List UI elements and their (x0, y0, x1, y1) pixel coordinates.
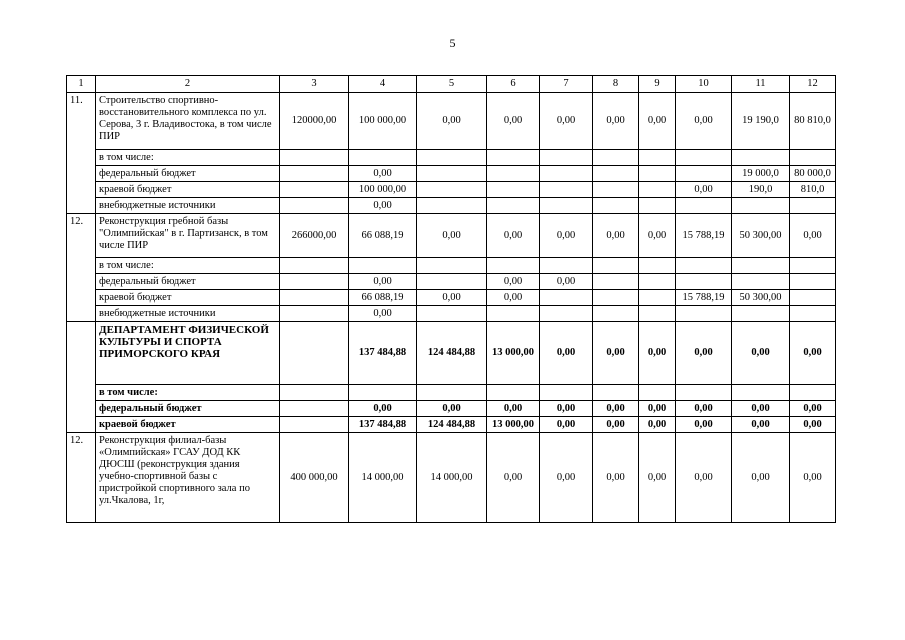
cell-c3 (280, 150, 349, 166)
cell-c10: 0,00 (676, 433, 732, 523)
cell-c10 (676, 258, 732, 274)
cell-c9 (639, 306, 676, 322)
cell-c6: 13 000,00 (487, 417, 540, 433)
table-row (67, 198, 836, 214)
cell-c11: 0,00 (732, 417, 790, 433)
cell-c3 (280, 258, 349, 274)
header-row (67, 76, 836, 93)
header-cell: 8 (593, 76, 639, 93)
cell-c11: 0,00 (732, 401, 790, 417)
cell-c6 (487, 385, 540, 401)
cell-c12: 0,00 (790, 401, 836, 417)
cell-c6 (487, 166, 540, 182)
cell-c4: 100 000,00 (349, 182, 417, 198)
cell-c7 (540, 150, 593, 166)
row-number: 11. (67, 93, 96, 214)
cell-c7: 0,00 (540, 214, 593, 258)
cell-c8: 0,00 (593, 93, 639, 150)
cell-c3 (280, 290, 349, 306)
cell-c4: 137 484,88 (349, 417, 417, 433)
cell-c9 (639, 258, 676, 274)
cell-c6 (487, 150, 540, 166)
cell-c11 (732, 385, 790, 401)
cell-c3 (280, 166, 349, 182)
cell-c3: 266000,00 (280, 214, 349, 258)
cell-c7 (540, 198, 593, 214)
cell-c5: 0,00 (417, 401, 487, 417)
cell-c5 (417, 166, 487, 182)
cell-c6 (487, 258, 540, 274)
cell-c5 (417, 182, 487, 198)
cell-c10: 15 788,19 (676, 290, 732, 306)
cell-c9: 0,00 (639, 433, 676, 523)
project-name: Реконструкция филиал-базы «Олимпийская» ГСАУ ДОД КК ДЮСШ (реконструкция здания учебно-спортивной базы с пристройкой спортивного зала по ул.Чкалова, 1г, (96, 433, 280, 523)
cell-c8 (593, 166, 639, 182)
cell-c12 (790, 258, 836, 274)
cell-c9 (639, 198, 676, 214)
cell-c3 (280, 198, 349, 214)
budget-table (66, 75, 836, 523)
cell-c9 (639, 385, 676, 401)
cell-c5 (417, 258, 487, 274)
cell-c12: 0,00 (790, 433, 836, 523)
cell-c4: 0,00 (349, 401, 417, 417)
cell-c7: 0,00 (540, 433, 593, 523)
table-row (67, 290, 836, 306)
cell-c9 (639, 166, 676, 182)
header-cell: 5 (417, 76, 487, 93)
cell-c7 (540, 306, 593, 322)
cell-c8 (593, 290, 639, 306)
table-row (67, 401, 836, 417)
cell-c3: 400 000,00 (280, 433, 349, 523)
cell-c7: 0,00 (540, 93, 593, 150)
cell-c4: 0,00 (349, 166, 417, 182)
cell-c11: 19 000,0 (732, 166, 790, 182)
header-cell: 2 (96, 76, 280, 93)
cell-c5 (417, 306, 487, 322)
subrow-label: в том числе: (96, 258, 280, 274)
cell-c9: 0,00 (639, 417, 676, 433)
cell-c11 (732, 150, 790, 166)
cell-c5: 124 484,88 (417, 322, 487, 385)
cell-c4: 137 484,88 (349, 322, 417, 385)
cell-c6 (487, 182, 540, 198)
cell-c5 (417, 274, 487, 290)
cell-c6: 13 000,00 (487, 322, 540, 385)
cell-c4: 0,00 (349, 198, 417, 214)
page-number: 5 (449, 36, 456, 50)
cell-c11 (732, 258, 790, 274)
cell-c3 (280, 182, 349, 198)
cell-c4: 66 088,19 (349, 290, 417, 306)
cell-c4 (349, 385, 417, 401)
cell-c8 (593, 258, 639, 274)
cell-c6: 0,00 (487, 401, 540, 417)
header-cell: 9 (639, 76, 676, 93)
cell-c8: 0,00 (593, 322, 639, 385)
cell-c5 (417, 198, 487, 214)
cell-c7: 0,00 (540, 417, 593, 433)
cell-c9 (639, 274, 676, 290)
cell-c6: 0,00 (487, 433, 540, 523)
project-name: Реконструкция гребной базы "Олимпийская" в г. Партизанск, в том числе ПИР (96, 214, 280, 258)
cell-c5 (417, 150, 487, 166)
cell-c9: 0,00 (639, 93, 676, 150)
cell-c8 (593, 198, 639, 214)
cell-c9 (639, 290, 676, 306)
header-cell: 3 (280, 76, 349, 93)
cell-c10: 0,00 (676, 401, 732, 417)
cell-c10 (676, 166, 732, 182)
subrow-label: краевой бюджет (96, 182, 280, 198)
cell-c3 (280, 417, 349, 433)
cell-c11: 0,00 (732, 433, 790, 523)
department-name: ДЕПАРТАМЕНТ ФИЗИЧЕСКОЙ КУЛЬТУРЫ И СПОРТА ПРИМОРСКОГО КРАЯ (96, 322, 280, 385)
cell-c3 (280, 322, 349, 385)
cell-c4 (349, 258, 417, 274)
subrow-label: федеральный бюджет (96, 274, 280, 290)
cell-c9: 0,00 (639, 214, 676, 258)
cell-c10 (676, 150, 732, 166)
header-cell: 7 (540, 76, 593, 93)
cell-c7: 0,00 (540, 322, 593, 385)
cell-c3: 120000,00 (280, 93, 349, 150)
cell-c11 (732, 306, 790, 322)
cell-c11: 0,00 (732, 322, 790, 385)
cell-c8 (593, 306, 639, 322)
subrow-label: внебюджетные источники (96, 198, 280, 214)
cell-c12 (790, 385, 836, 401)
cell-c4: 0,00 (349, 306, 417, 322)
cell-c6: 0,00 (487, 93, 540, 150)
cell-c3 (280, 385, 349, 401)
table-row (67, 306, 836, 322)
cell-c8 (593, 385, 639, 401)
subrow-label: федеральный бюджет (96, 166, 280, 182)
row-number (67, 322, 96, 433)
table-row (67, 417, 836, 433)
cell-c11 (732, 274, 790, 290)
cell-c5: 124 484,88 (417, 417, 487, 433)
table-row (67, 182, 836, 198)
table-row (67, 433, 836, 523)
cell-c7 (540, 258, 593, 274)
cell-c5: 0,00 (417, 214, 487, 258)
cell-c8: 0,00 (593, 433, 639, 523)
cell-c10 (676, 198, 732, 214)
subrow-label: краевой бюджет (96, 417, 280, 433)
header-cell: 11 (732, 76, 790, 93)
cell-c7: 0,00 (540, 401, 593, 417)
subrow-label: в том числе: (96, 385, 280, 401)
cell-c8 (593, 150, 639, 166)
cell-c10 (676, 306, 732, 322)
cell-c8: 0,00 (593, 417, 639, 433)
row-number: 12. (67, 214, 96, 322)
cell-c10: 0,00 (676, 322, 732, 385)
table-row (67, 322, 836, 385)
cell-c3 (280, 306, 349, 322)
cell-c11: 50 300,00 (732, 214, 790, 258)
cell-c12: 80 000,0 (790, 166, 836, 182)
cell-c5 (417, 385, 487, 401)
cell-c11: 19 190,0 (732, 93, 790, 150)
cell-c8 (593, 182, 639, 198)
cell-c6: 0,00 (487, 214, 540, 258)
cell-c8 (593, 274, 639, 290)
cell-c4: 0,00 (349, 274, 417, 290)
cell-c12 (790, 198, 836, 214)
cell-c3 (280, 274, 349, 290)
table-row (67, 258, 836, 274)
table-row (67, 274, 836, 290)
header-cell: 6 (487, 76, 540, 93)
cell-c11 (732, 198, 790, 214)
cell-c5: 0,00 (417, 93, 487, 150)
cell-c6 (487, 198, 540, 214)
project-name: Строительство спортивно-восстановительного комплекса по ул. Серова, 3 г. Владивостока, в том числе ПИР (96, 93, 280, 150)
cell-c6: 0,00 (487, 290, 540, 306)
cell-c12 (790, 150, 836, 166)
cell-c10 (676, 385, 732, 401)
table-row (67, 214, 836, 258)
cell-c10: 15 788,19 (676, 214, 732, 258)
cell-c12: 0,00 (790, 322, 836, 385)
subrow-label: федеральный бюджет (96, 401, 280, 417)
cell-c10 (676, 274, 732, 290)
cell-c10: 0,00 (676, 93, 732, 150)
subrow-label: краевой бюджет (96, 290, 280, 306)
cell-c12 (790, 290, 836, 306)
cell-c9: 0,00 (639, 322, 676, 385)
cell-c5: 14 000,00 (417, 433, 487, 523)
table-row (67, 93, 836, 150)
cell-c10: 0,00 (676, 182, 732, 198)
cell-c6 (487, 306, 540, 322)
cell-c9 (639, 182, 676, 198)
cell-c8: 0,00 (593, 214, 639, 258)
cell-c7 (540, 290, 593, 306)
cell-c7 (540, 182, 593, 198)
cell-c12 (790, 306, 836, 322)
cell-c12: 0,00 (790, 214, 836, 258)
cell-c8: 0,00 (593, 401, 639, 417)
header-cell: 4 (349, 76, 417, 93)
cell-c10: 0,00 (676, 417, 732, 433)
cell-c7 (540, 166, 593, 182)
cell-c5: 0,00 (417, 290, 487, 306)
cell-c12 (790, 274, 836, 290)
cell-c4 (349, 150, 417, 166)
row-number: 12. (67, 433, 96, 523)
subrow-label: внебюджетные источники (96, 306, 280, 322)
table-row (67, 150, 836, 166)
cell-c12: 0,00 (790, 417, 836, 433)
header-cell: 1 (67, 76, 96, 93)
cell-c9: 0,00 (639, 401, 676, 417)
cell-c4: 66 088,19 (349, 214, 417, 258)
cell-c12: 810,0 (790, 182, 836, 198)
table-row (67, 166, 836, 182)
cell-c6: 0,00 (487, 274, 540, 290)
header-cell: 10 (676, 76, 732, 93)
cell-c4: 100 000,00 (349, 93, 417, 150)
cell-c11: 50 300,00 (732, 290, 790, 306)
cell-c7 (540, 385, 593, 401)
subrow-label: в том числе: (96, 150, 280, 166)
cell-c3 (280, 401, 349, 417)
table-row (67, 385, 836, 401)
cell-c4: 14 000,00 (349, 433, 417, 523)
cell-c9 (639, 150, 676, 166)
cell-c11: 190,0 (732, 182, 790, 198)
cell-c12: 80 810,0 (790, 93, 836, 150)
cell-c7: 0,00 (540, 274, 593, 290)
header-cell: 12 (790, 76, 836, 93)
